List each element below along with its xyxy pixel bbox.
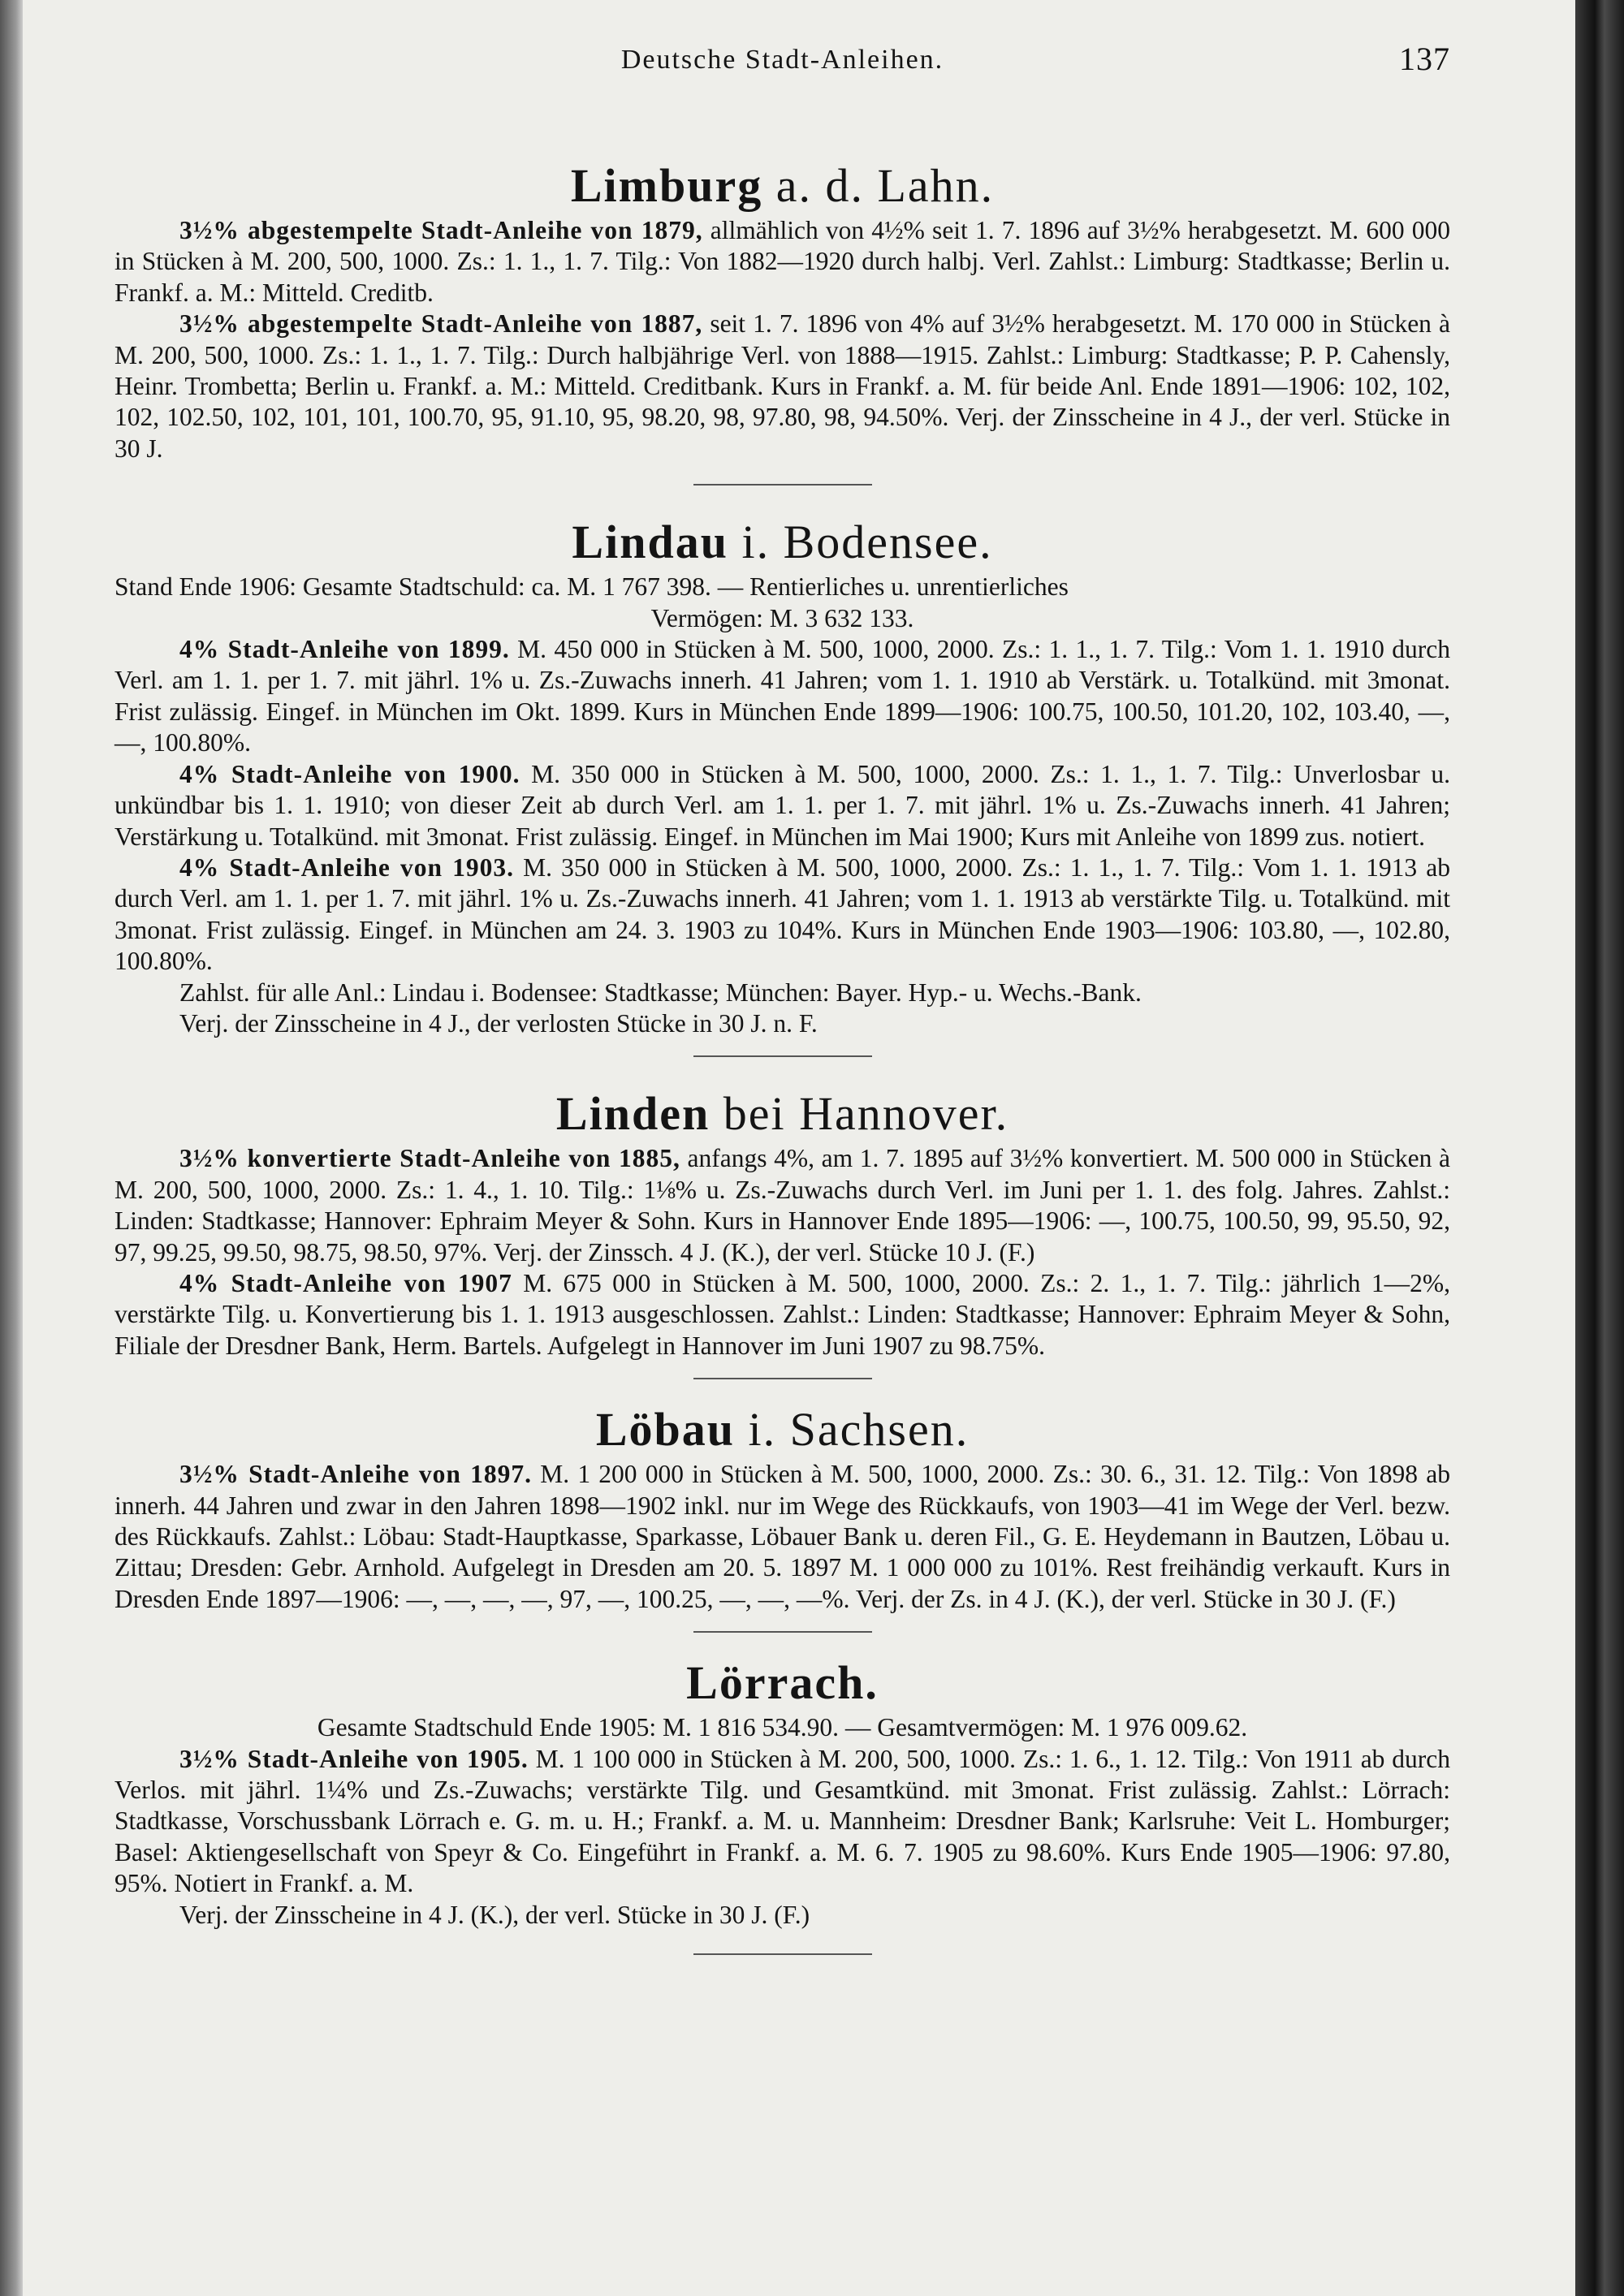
city-name: Lörrach. <box>686 1656 879 1710</box>
section-divider <box>693 1953 872 1955</box>
bond-title: 4% Stadt-Anleihe von 1907 <box>179 1268 512 1297</box>
city-name: Löbau <box>595 1403 736 1457</box>
bond-entry <box>114 1143 1450 1268</box>
bond-details: M. 350 000 in Stücken à M. 500, 1000, 2000. Zs.: 1. 1., 1. 7. Tilg.: Unverlosbar u. unkündbar bis 1. 1. 1910; von dieser Zeit ab durch Verl. am 1. 1. per 1. 7. mit jährl. 1% u. Zs.-Zuwachs innerh. 41 Jahren; Verstärkung u. Totalkünd. mit 3monat. Frist zulässig. Eingef. in München im Mai 1900; Kurs mit Anleihe von 1899 zus. notiert. <box>114 759 1450 851</box>
bond-entry <box>114 1744 1450 1900</box>
bond-details: seit 1. 7. 1896 von 4% auf 3½% herabgesetzt. M. 170 000 in Stücken à M. 200, 500, 1000. Zs.: 1. 1., 1. 7. Tilg.: Durch halbjährige Verl. von 1888—1915. Zahlst.: Limburg: Stadtkasse; P. P. Cahensly, Heinr. Trombetta; Berlin u. Frankf. a. M.: Mitteld. Creditbank. Kurs in Frankf. a. M. für beide Anl. Ende 1891—1906: 102, 102, 102, 102.50, 102, 101, 101, 100.70, 95, 91.10, 95, 98.20, 98, 97.80, 98, 94.50%. Verj. der Zinsscheine in 4 J., der verl. Stücke in 30 J. <box>114 309 1450 463</box>
intro-line: Gesamte Stadtschuld Ende 1905: M. 1 816 534.90. — Gesamtvermögen: M. 1 976 009.62. <box>317 1713 1248 1742</box>
bond-entry <box>114 634 1450 759</box>
page-left-edge <box>0 0 23 2296</box>
city-heading <box>114 513 1450 572</box>
bond-entry <box>114 215 1450 309</box>
bond-details: allmählich von 4½% seit 1. 7. 1896 auf 3½% herabgesetzt. M. 600 000 in Stücken à M. 200, 500, 1000. Zs.: 1. 1., 1. 7. Tilg.: Von 1882—1920 durch halbj. Verl. Zahlst.: Limburg: Stadtkasse; Berlin u. Frankf. a. M.: Mitteld. Creditb. <box>114 216 1450 307</box>
bond-entry <box>114 309 1450 464</box>
section-divider <box>693 484 872 486</box>
city-heading <box>114 1400 1450 1459</box>
outro-line: Verj. der Zinsscheine in 4 J., der verlosten Stücke in 30 J. n. F. <box>179 1008 818 1038</box>
city-heading <box>114 157 1450 215</box>
section-lindau <box>114 513 1450 1039</box>
city-suffix: i. Sachsen. <box>748 1403 970 1457</box>
intro-line: Stand Ende 1906: Gesamte Stadtschuld: ca. M. 1 767 398. — Rentierliches u. unrentierliches <box>114 572 1069 602</box>
outro-line: Verj. der Zinsscheine in 4 J. (K.), der verl. Stücke in 30 J. (F.) <box>179 1900 810 1929</box>
city-name: Linden <box>555 1087 710 1141</box>
intro-line: Vermögen: M. 3 632 133. <box>650 603 914 632</box>
page-content <box>114 41 1451 1955</box>
bond-title: 4% Stadt-Anleihe von 1903. <box>179 852 515 882</box>
page-number: 137 <box>1399 41 1450 77</box>
bond-details: M. 675 000 in Stücken à M. 500, 1000, 2000. Zs.: 2. 1., 1. 7. Tilg.: jährlich 1—2%, verstärkte Tilg. u. Konvertierung bis 1. 1. 1913 ausgeschlossen. Zahlst.: Linden: Stadtkasse; Hannover: Ephraim Meyer & Sohn, Filiale der Dresdner Bank, Herm. Bartels. Aufgelegt in Hannover im Juni 1907 zu 98.75%. <box>114 1268 1450 1360</box>
bond-details: anfangs 4%, am 1. 7. 1895 auf 3½% konvertiert. M. 500 000 in Stücken à M. 200, 500, 1000, 2000. Zs.: 1. 4., 1. 10. Tilg.: 1⅛% u. Zs.-Zuwachs durch Verl. im Juni per 1. 1. des folg. Jahres. Zahlst.: Linden: Stadtkasse; Hannover: Ephraim Meyer & Sohn. Kurs in Hannover Ende 1895—1906: —, 100.75, 100.50, 99, 95.50, 92, 97, 99.25, 99.50, 98.75, 98.50, 97%. Verj. der Zinssch. 4 J. (K.), der verl. Stücke 10 J. (F.) <box>114 1144 1450 1267</box>
city-name: Lindau <box>572 516 728 569</box>
city-heading <box>114 1085 1450 1143</box>
section-divider <box>693 1055 872 1057</box>
bond-title: 4% Stadt-Anleihe von 1899. <box>179 635 510 664</box>
section-divider <box>693 1631 872 1633</box>
section-linden <box>114 1085 1450 1362</box>
city-name: Limburg <box>570 159 763 212</box>
bond-details: M. 350 000 in Stücken à M. 500, 1000, 2000. Zs.: 1. 1., 1. 7. Tilg.: Vom 1. 1. 1913 ab durch Verl. am 1. 1. per 1. 7. mit jährl. 1% u. Zs.-Zuwachs innerh. 41 Jahren; vom 1. 1. 1913 ab verstärkte Tilg. u. Totalkünd. mit 3monat. Frist zulässig. Eingef. in München am 24. 3. 1903 zu 104%. Kurs in München Ende 1903—1906: 103.80, —, 102.80, 100.80%. <box>114 852 1451 976</box>
section-loebau <box>114 1400 1450 1615</box>
city-suffix: a. d. Lahn. <box>775 159 995 212</box>
bond-title: 4% Stadt-Anleihe von 1900. <box>179 759 520 788</box>
city-suffix: i. Bodensee. <box>741 516 993 569</box>
running-header <box>114 41 1450 85</box>
bond-entry <box>114 1459 1450 1615</box>
bond-title: 3½% Stadt-Anleihe von 1905. <box>179 1744 529 1773</box>
book-spine <box>1575 0 1624 2296</box>
bond-title: 3½% Stadt-Anleihe von 1897. <box>179 1460 532 1489</box>
bond-details: M. 1 100 000 in Stücken à M. 200, 500, 1000. Zs.: 1. 6., 1. 12. Tilg.: Von 1911 ab durch Verlos. mit jährl. 1¼% und Zs.-Zuwachs; verstärkte Tilg. und Gesamtkünd. mit 3monat. Frist zulässig. Zahlst.: Lörrach: Stadtkasse, Vorschussbank Lörrach e. G. m. u. H.; Frankf. a. M. u. Mannheim: Dresdner Bank; Karlsruhe: Veit L. Homburger; Basel: Aktiengesellschaft von Speyr & Co. Eingeführt in Frankf. a. M. 6. 7. 1905 zu 98.60%. Kurs Ende 1905—1906: 97.80, 95%. Notiert in Frankf. a. M. <box>114 1744 1450 1898</box>
section-limburg <box>114 157 1450 464</box>
running-title: Deutsche Stadt-Anleihen. <box>620 45 944 75</box>
city-heading <box>114 1654 1450 1712</box>
bond-title: 3½% konvertierte Stadt-Anleihe von 1885, <box>179 1144 680 1173</box>
bond-title: 3½% abgestempelte Stadt-Anleihe von 1879, <box>179 216 703 244</box>
city-suffix: bei Hannover. <box>723 1087 1009 1141</box>
bond-entry <box>114 852 1450 978</box>
section-divider <box>693 1378 872 1379</box>
section-loerrach <box>114 1654 1450 1931</box>
outro-line: Zahlst. für alle Anl.: Lindau i. Bodensee: Stadtkasse; München: Bayer. Hyp.- u. Wechs.-Bank. <box>179 978 1142 1007</box>
bond-details: M. 1 200 000 in Stücken à M. 500, 1000, 2000. Zs.: 30. 6., 31. 12. Tilg.: Von 1898 ab innerh. 44 Jahren und zwar in den Jahren 1898—1902 inkl. nur im Wege des Rückkaufs, von 1903—41 im Wege der Verl. bezw. des Rückkaufs. Zahlst.: Löbau: Stadt-Hauptkasse, Sparkasse, Löbauer Bank u. deren Fil., G. E. Heydemann in Bautzen, Löbau u. Zittau; Dresden: Gebr. Arnhold. Aufgelegt in Dresden am 20. 5. 1897 M. 1 000 000 zu 101%. Rest freihändig verkauft. Kurs in Dresden Ende 1897—1906: —, —, —, —, 97, —, 100.25, —, —, —%. Verj. der Zs. in 4 J. (K.), der verl. Stücke in 30 J. (F.) <box>114 1460 1451 1613</box>
bond-entry <box>114 759 1450 852</box>
bond-title: 3½% abgestempelte Stadt-Anleihe von 1887, <box>179 309 703 339</box>
bond-details: M. 450 000 in Stücken à M. 500, 1000, 2000. Zs.: 1. 1., 1. 7. Tilg.: Vom 1. 1. 1910 durch Verl. am 1. 1. per 1. 7. mit jährl. 1% u. Zs.-Zuwachs innerh. 41 Jahren; vom 1. 1. 1910 ab Verstärk. u. Totalkünd. mit 3monat. Frist zulässig. Eingef. in München im Okt. 1899. Kurs in München Ende 1899—1906: 100.75, 100.50, 101.20, 102, 103.40, —, —, 100.80%. <box>114 635 1450 757</box>
bond-entry <box>114 1268 1450 1362</box>
book-page <box>23 0 1575 2296</box>
